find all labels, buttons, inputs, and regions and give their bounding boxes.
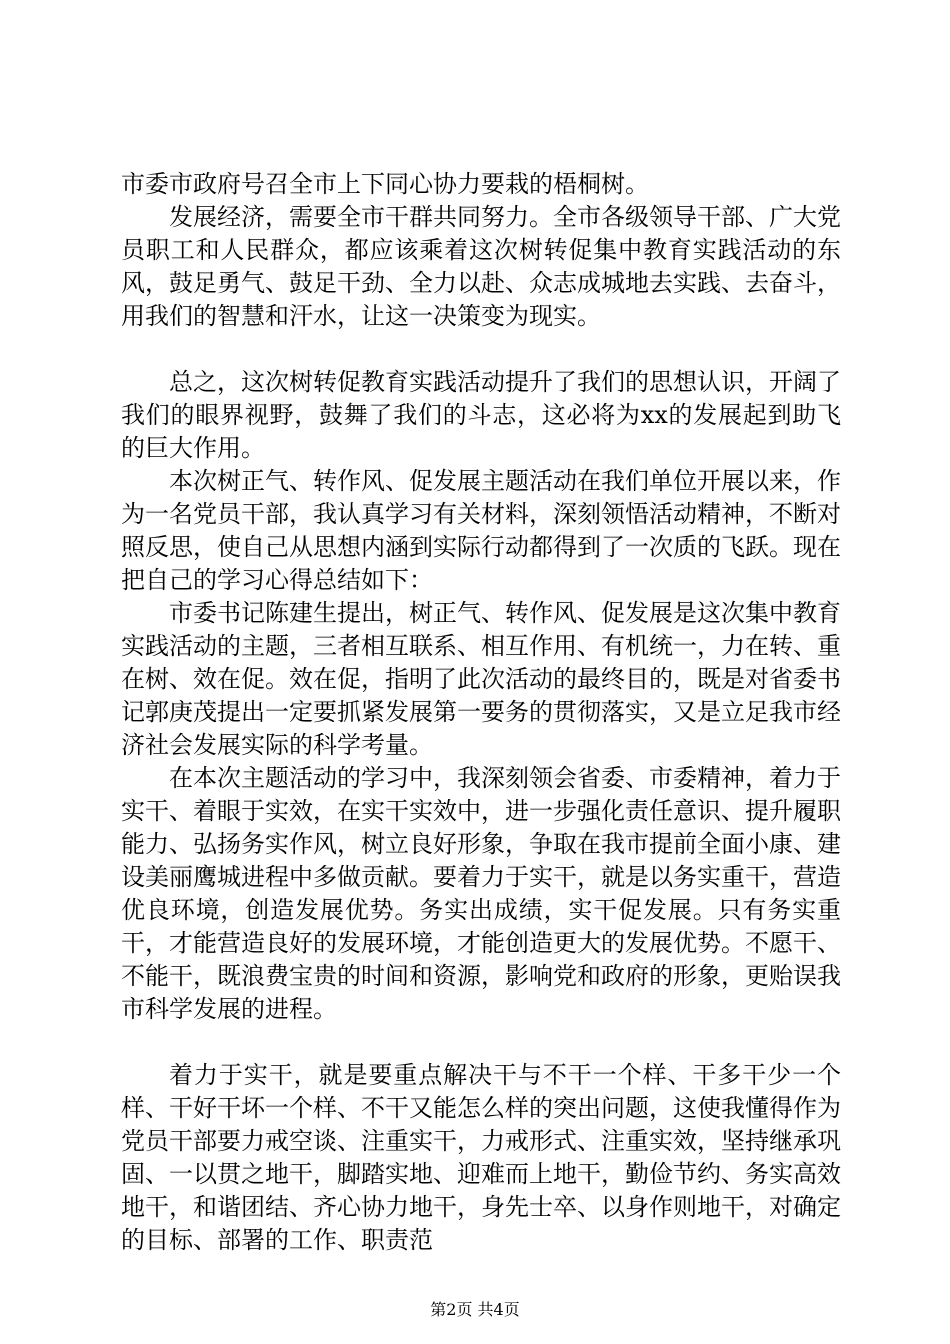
paragraph-5: 市委书记陈建生提出，树正气、转作风、促发展是这次集中教育实践活动的主题，三者相互联系、相互作用、有机统一，力在转、重在树、效在促。效在促，指明了此次活动的最终目的，既是对省委书记郭庚茂提出一定要抓紧发展第一要务的贯彻落实，又是立足我市经济社会发展实际的科学考量。 xyxy=(121,599,841,759)
paragraph-7: 着力于实干，就是要重点解决干与不干一个样、干多干少一个样、干好干坏一个样、不干又能怎么样的突出问题，这使我懂得作为党员干部要力戒空谈、注重实干，力戒形式、注重实效，坚持继承巩固、一以贯之地干，脚踏实地、迎难而上地干，勤俭节约、务实高效地干，和谐团结、齐心协力地干，身先士卒、以身作则地干，对确定的目标、部署的工作、职责范 xyxy=(121,1061,841,1254)
paragraph-4: 本次树正气、转作风、促发展主题活动在我们单位开展以来，作为一名党员干部，我认真学习有关材料，深刻领悟活动精神，不断对照反思，使自己从思想内涵到实际行动都得到了一次质的飞跃。现在把自己的学习心得总结如下： xyxy=(121,467,841,594)
document-body xyxy=(121,168,841,1257)
paragraph-gap xyxy=(121,1026,841,1059)
paragraph-3: 总之，这次树转促教育实践活动提升了我们的思想认识，开阔了我们的眼界视野，鼓舞了我们的斗志，这必将为xx的发展起到助飞的巨大作用。 xyxy=(121,368,841,462)
paragraph-1: 市委市政府号召全市上下同心协力要栽的梧桐树。 xyxy=(121,170,649,198)
paragraph-2: 发展经济，需要全市干群共同努力。全市各级领导干部、广大党员职工和人民群众，都应该乘着这次树转促集中教育实践活动的东风，鼓足勇气、鼓足干劲、全力以赴、众志成城地去实践、去奋斗，用我们的智慧和汗水，让这一决策变为现实。 xyxy=(121,203,841,330)
paragraph-gap xyxy=(121,333,841,366)
paragraph-6: 在本次主题活动的学习中，我深刻领会省委、市委精神，着力于实干、着眼于实效，在实干实效中，进一步强化责任意识、提升履职能力、弘扬务实作风，树立良好形象，争取在我市提前全面小康、建设美丽鹰城进程中多做贡献。要着力于实干，就是以务实重干，营造优良环境，创造发展优势。务实出成绩，实干促发展。只有务实重干，才能营造良好的发展环境，才能创造更大的发展优势。不愿干、不能干，既浪费宝贵的时间和资源，影响党和政府的形象，更贻误我市科学发展的进程。 xyxy=(121,764,841,1023)
page-number-footer: 第2页 共4页 xyxy=(430,1300,520,1319)
